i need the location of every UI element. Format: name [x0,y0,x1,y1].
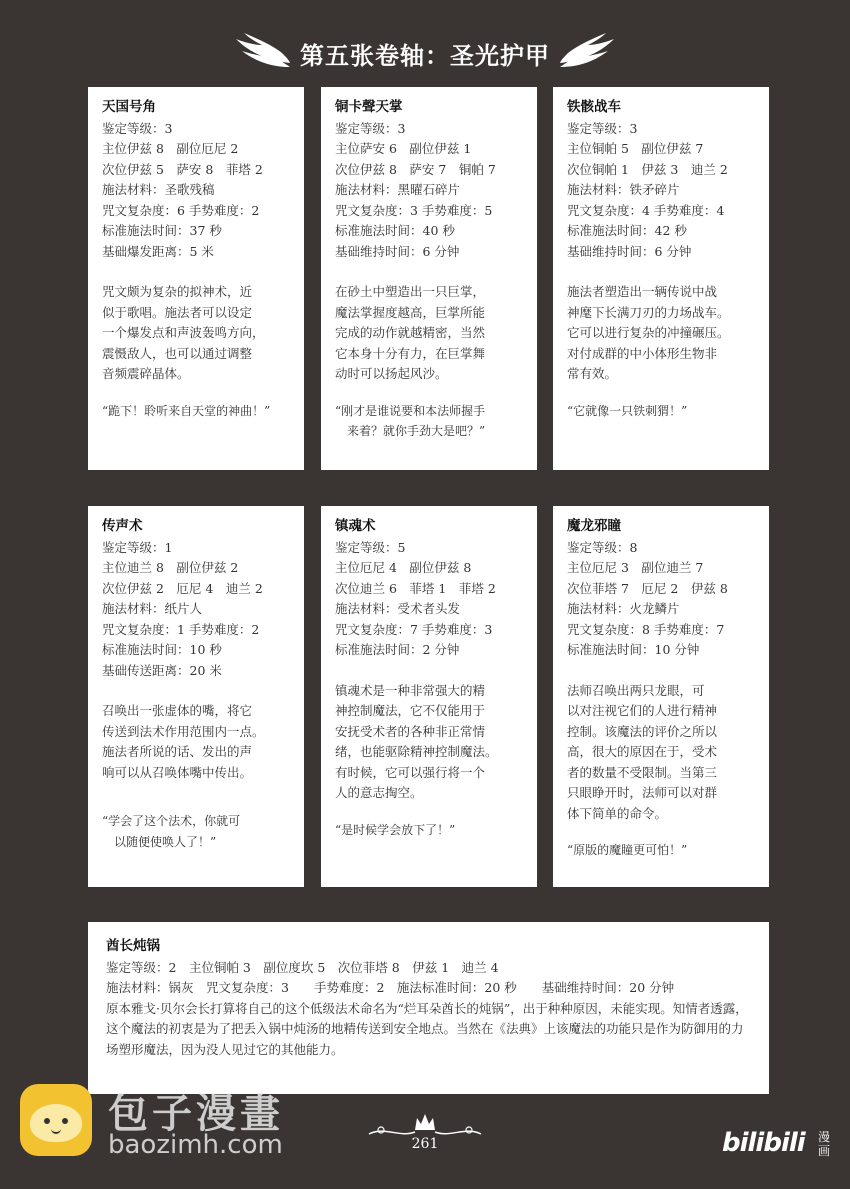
spell-stat: 鉴定等级：3 [102,120,173,136]
spell-card-iron-chariot [553,87,769,470]
spell-stat: 主位厄尼 3 副位迪兰 7 [567,560,704,575]
right-wing-icon [558,33,618,73]
spell-stat: 鉴定等级：8 [567,539,638,555]
spell-stat: 鉴定等级：3 [567,120,638,136]
spell-name: 铁骸战车 [567,99,621,115]
spell-stat: 咒文复杂度：8 手势难度：7 [567,621,725,637]
spell-stat: 施法材料：火龙鳞片 [567,601,680,616]
spell-stat: 基础爆发距离：5 米 [102,243,214,259]
spell-quote: “它就像一只铁刺猬！” [567,403,688,418]
spell-quote: “刚才是谁说要和本法师握手 来着？就你手劲大是吧？” [335,403,486,438]
spell-description: 法师召唤出两只龙眼，可 以对注视它们的人进行精神 控制。该魔法的评价之所以 高，很大的原因在于，受术 者的数量不受限制。当第三 只眼睁开时，法师可以对群 体下简单的命令。 [567,682,718,821]
spell-stat: 施法材料：圣歌残稿 [102,182,215,197]
spell-stat: 鉴定等级：5 [335,539,406,555]
bun-logo-icon [20,1084,92,1156]
spell-stat: 施法材料：受术者头发 [335,601,461,616]
spell-stat: 标准施法时间：40 秒 [335,223,455,238]
crown-icon [365,1108,485,1138]
watermark-brand-name: 包子漫畫 [108,1091,284,1137]
spell-stat: 标准施法时间：37 秒 [102,223,222,238]
spell-name: 传声术 [102,518,143,534]
spell-stat: 基础维持时间：6 分钟 [567,243,692,259]
spell-stat: 基础维持时间：6 分钟 [335,243,460,259]
spell-stat: 咒文复杂度：7 手势难度：3 [335,621,493,637]
spell-stat: 次位伊兹 5 萨安 8 菲塔 2 [102,161,263,177]
spell-stat: 咒文复杂度：6 手势难度：2 [102,202,260,218]
spell-stat: 咒文复杂度：4 手势难度：4 [567,202,725,218]
spell-stat: 主位萨安 6 副位伊兹 1 [335,141,472,156]
spell-stat: 标准施法时间：42 秒 [567,223,687,238]
bilibili-watermark: bilibili [722,1128,805,1158]
spell-stat: 标准施法时间：10 秒 [102,642,222,657]
spell-stat: 次位迪兰 6 菲塔 1 菲塔 2 [335,580,496,596]
spell-description: 咒文颇为复杂的拟神术，近 似于歌唱。施法者可以设定 一个爆发点和声波轰鸣方向， 震慑敌人，也可以通过调整 音频震碎晶体。 [102,284,265,381]
spell-quote: “学会了这个法术，你就可 以随便使唤人了！” [102,814,241,849]
spell-stat: 主位伊兹 8 副位厄尼 2 [102,141,239,156]
spell-name: 酋长炖锅 [106,938,160,954]
spell-stat: 次位伊兹 2 厄尼 4 迪兰 2 [102,580,263,596]
spell-card-heavenly-horn [88,87,304,470]
spell-card-copper-palm [321,87,537,470]
page-header [0,30,850,76]
spell-stat: 主位铜帕 5 副位伊兹 7 [567,141,704,156]
spell-description: 在砂土中塑造出一只巨掌， 魔法掌握度越高，巨掌所能 完成的动作就越精密，当然 它本身十分有力，在巨掌舞 动时可以扬起风沙。 [335,284,486,381]
spell-stat: 次位伊兹 8 萨安 7 铜帕 7 [335,161,496,177]
spell-card-soul-calming [321,506,537,887]
page-number: 261 [411,1136,439,1152]
spell-stat: 鉴定等级：2 主位铜帕 3 副位度坎 5 次位菲塔 8 伊兹 1 迪兰 4 [106,959,499,975]
spell-stat: 次位铜帕 1 伊兹 3 迪兰 2 [567,161,728,177]
spell-stat: 鉴定等级：3 [335,120,406,136]
left-wing-icon [232,33,292,73]
spell-name: 天国号角 [102,99,156,115]
spell-stat: 施法材料：锅灰 咒文复杂度：3 手势难度：2 施法标准时间：20 秒 基础维持时间：20 分钟 [106,980,675,995]
spell-description: 镇魂术是一种非常强大的精 神控制魔法，它不仅能用于 安抚受术者的各种非正常情 绪，也能驱除精神控制魔法。 有时候，它可以强行将一个 人的意志掏空。 [335,682,498,800]
spell-stat: 咒文复杂度：1 手势难度：2 [102,621,260,637]
page-title: 第五张卷轴：圣光护甲 [300,41,550,70]
spell-card-dragon-eye [553,506,769,887]
spell-stat: 施法材料：纸片人 [102,601,203,616]
spell-quote: “原版的魔瞳更可怕！” [567,843,688,857]
spell-description: 施法者塑造出一辆传说中战 神麾下长满刀刃的力场战车。 它可以进行复杂的冲撞碾压。 对付成群的中小体形生物非 常有效。 [567,284,730,381]
spell-description: 召唤出一张虚体的嘴，将它 传送到法术作用范围内一点。 施法者所说的话、发出的声 响可以从召唤体嘴中传出。 [102,703,265,780]
spell-stat: 施法材料：黑曜石碎片 [335,182,461,197]
spell-description: 原本雅戈·贝尔会长打算将自己的这个低级法术命名为“烂耳朵酋长的炖锅”，出于种种原因，未能实现。知情者透露，这个魔法的初衷是为了把丢入锅中炖汤的地精传送到安全地点。当然在《法典》上该魔法的功能只是作为防御用的力场塑形魔法，因为没人见过它的其他能力。 [106,1000,748,1057]
spell-stat: 基础传送距离：20 米 [102,662,222,678]
spell-stat: 标准施法时间：2 分钟 [335,642,460,657]
spell-quote: “跪下！聆听来自天堂的神曲！” [102,403,271,418]
watermark-brand-url: baozimh.com [108,1130,283,1160]
spell-name: 魔龙邪瞳 [567,518,621,534]
spell-name: 镇魂术 [335,518,376,534]
spell-stat: 主位厄尼 4 副位伊兹 8 [335,560,472,575]
spell-stat: 鉴定等级：1 [102,539,173,555]
spell-name: 铜卡聲天掌 [335,99,403,115]
spell-quote: “是时候学会放下了！” [335,822,456,837]
spell-stat: 施法材料：铁矛碎片 [567,182,680,197]
baozi-watermark [20,1080,320,1170]
spell-stat: 次位菲塔 7 厄尼 2 伊兹 8 [567,580,728,596]
spell-stat: 标准施法时间：10 分钟 [567,642,700,657]
spell-stat: 主位迪兰 8 副位伊兹 2 [102,560,239,575]
bilibili-watermark-sub: 漫画 [818,1130,831,1158]
spell-card-chief-stewpot [88,922,769,1094]
spell-card-voice-transmission [88,506,304,887]
page-number-ornament [365,1108,485,1158]
spell-stat: 咒文复杂度：3 手势难度：5 [335,202,493,218]
